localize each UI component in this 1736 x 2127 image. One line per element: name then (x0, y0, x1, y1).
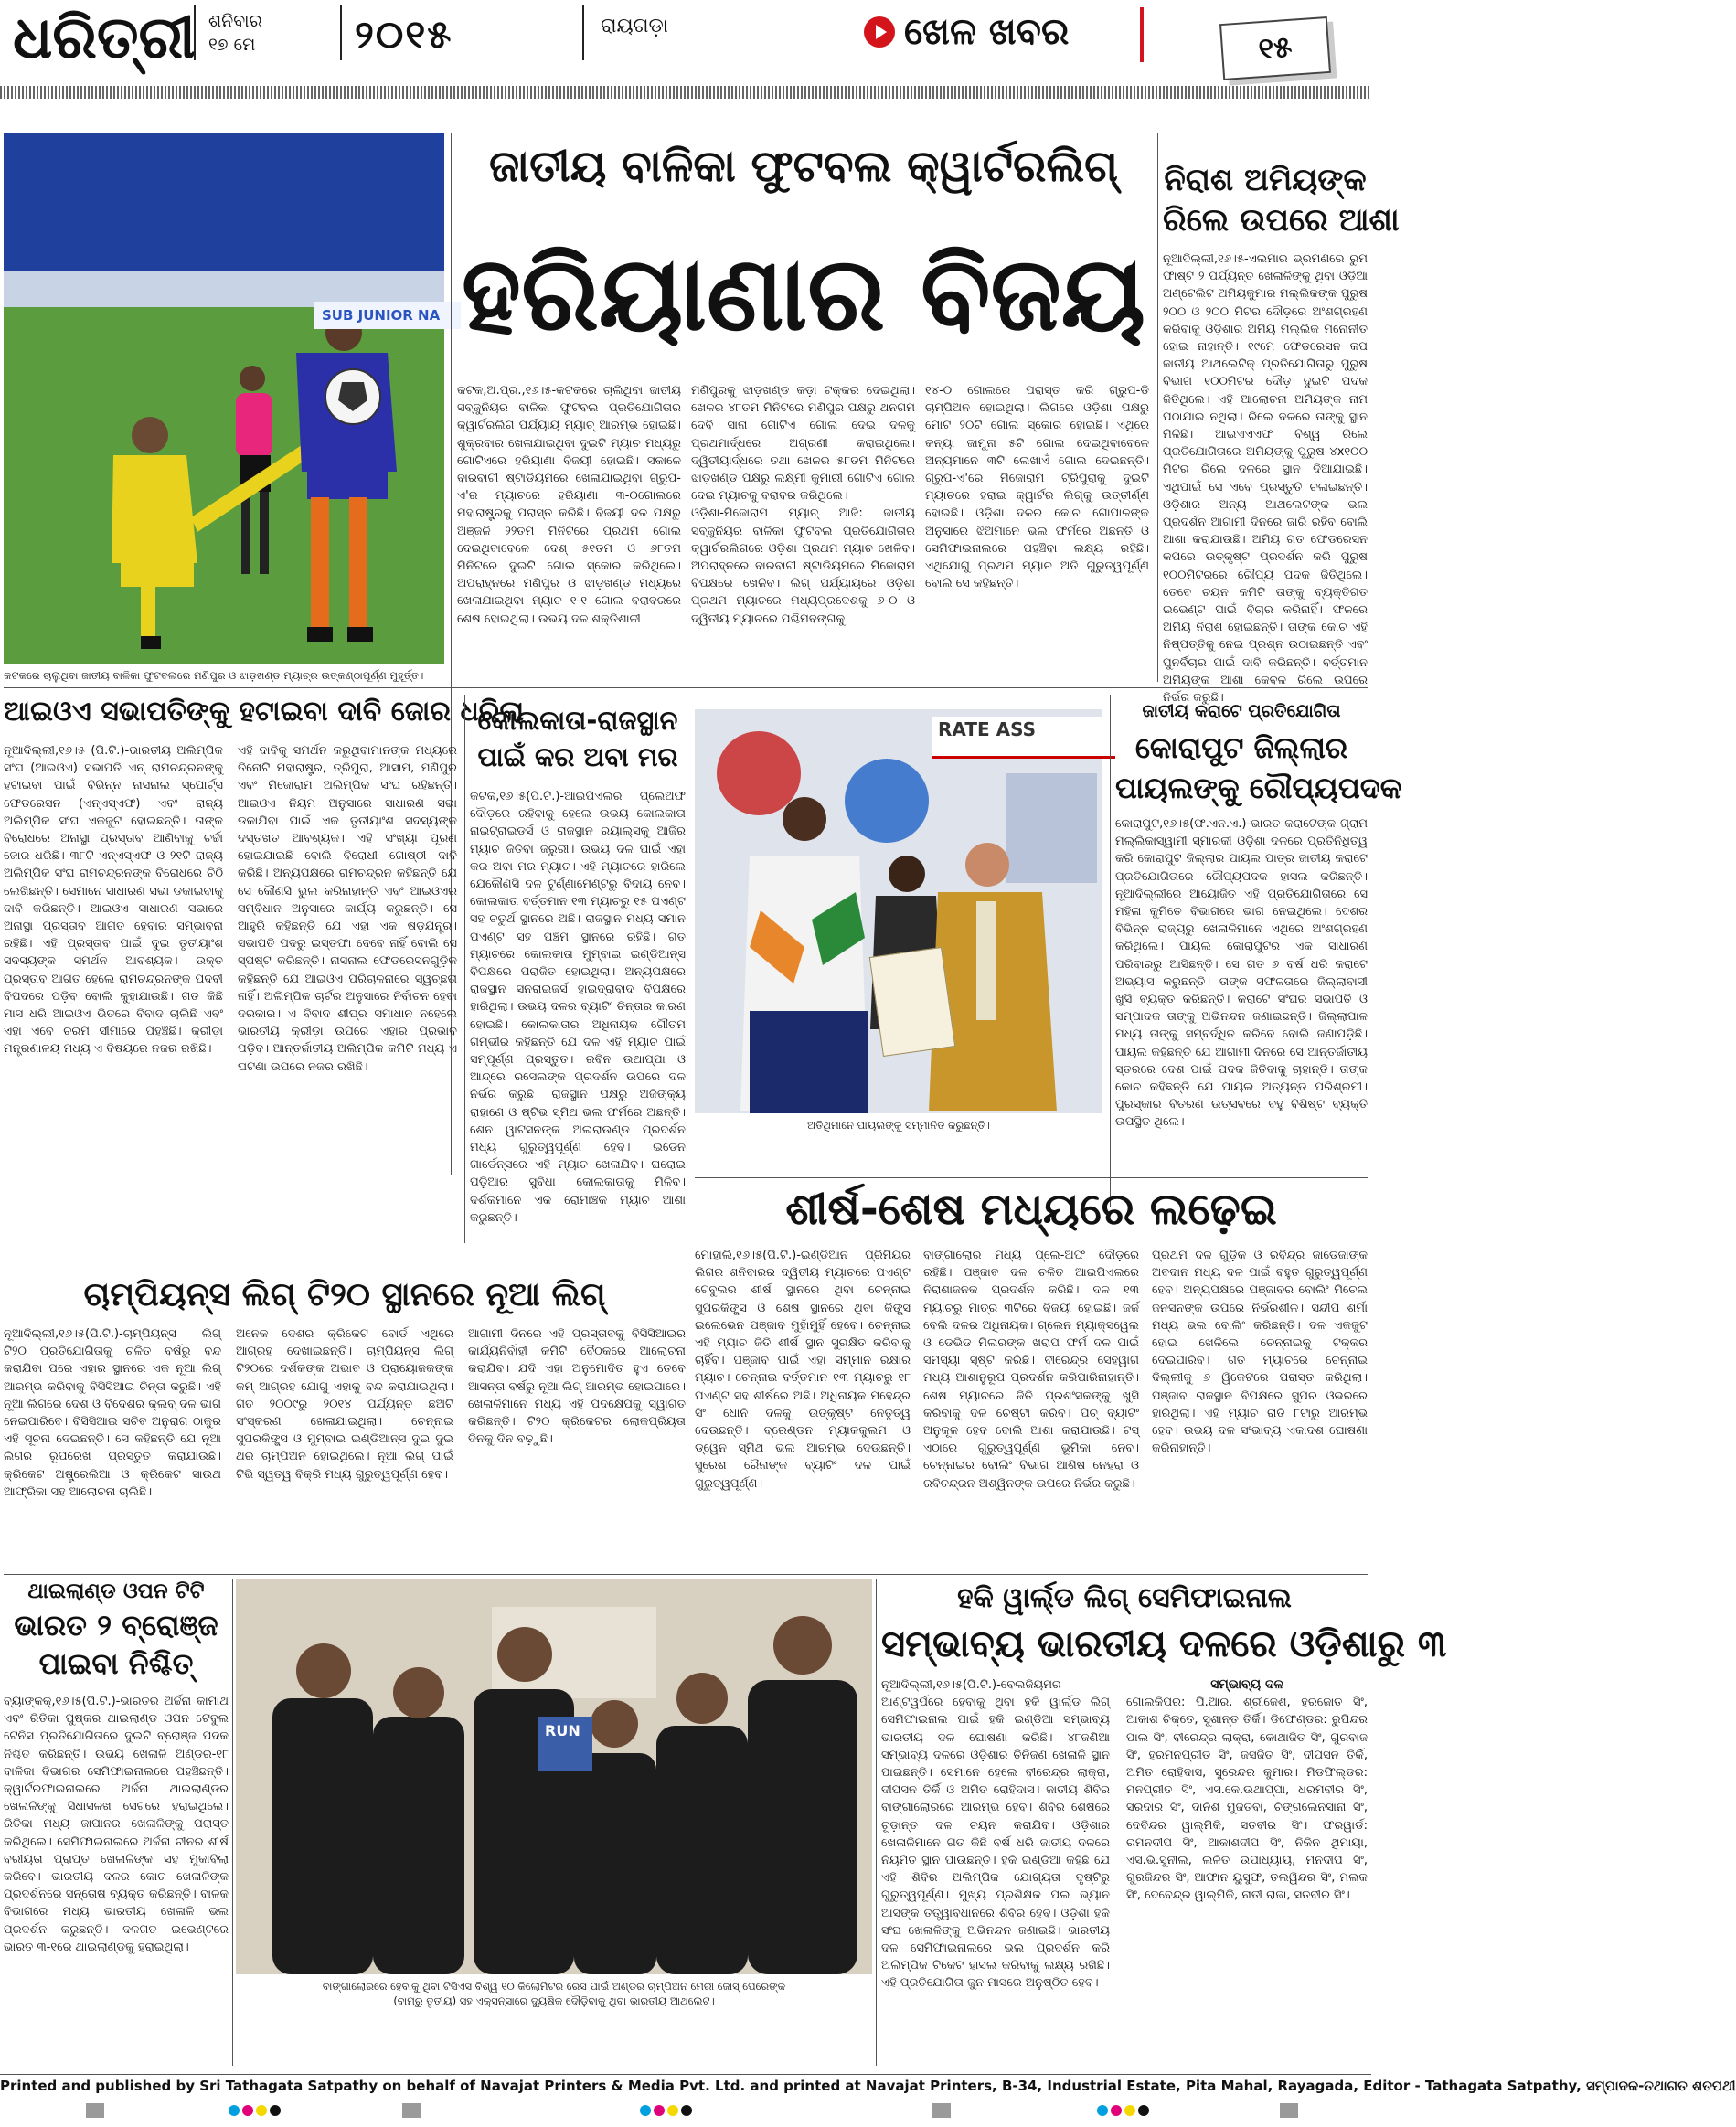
runners-caption-line-2: (ବାମରୁ ତୃତୀୟ) ସହ ଏକ୍ସନ୍ସାରେ ଦ୍ୟୁଷିକ ଦୌଡ଼ିବାକୁ ଥିବା ଭାରତୀୟ ଆଥଲେଟ। (393, 1994, 715, 2007)
champions-headline: ଚାମ୍ପିୟନ୍ସ ଲିଗ୍ ଟି୨୦ ସ୍ଥାନରେ ନୂଆ ଲିଗ୍ (83, 1276, 606, 1313)
reg-dot (1097, 2105, 1108, 2116)
niras-body: ନୂଆଦିଲ୍ଲୀ,୧୬।୫-ଏଲମାର ଭ୍ରମଣରେ ରୁମ ଫାଷ୍ଟ ୨ ପର୍ଯ୍ୟନ୍ତ ଖେଳାଳିଙ୍କୁ ଥିବା ଓଡ଼ିଆ ଅଣ୍ଟେଲିଟ ଅମିୟକୁମାର ମଲ୍ଲିକଙ୍କ ପୁରୁଷ ୨୦୦ ଓ ୨୦୦ ମିଟର ଦୌଡ଼ରେ ଅଂଶଗ୍ରହଣ କରିବାକୁ ଓଡ଼ିଶାର ଅମିୟ ମଲ୍ଲିକ ମନୋନୀତ ହୋଇ ନାହାନ୍ତି। ୧୯ମେ ଫେଡରେସନ କପ ଜାତୀୟ ଆଥଲେଟିକ୍ ପ୍ରତିଯୋଗିତାରୁ ପୁରୁଷ ବିଭାଗ ୧୦୦ମିଟର ଦୌଡ଼ ଦୁଇଟି ପଦକ ଜିତିଥିଲେ। ଏହି ଆଲୋଚନା ଅମିୟଙ୍କ ନାମ ପଠାଯାଇ ନଥିଲା। ରିଲେ ଦଳରେ ତାଙ୍କୁ ସ୍ଥାନ ମିଳିଛି। ଆଇଏଏଏଫ ବିଶ୍ୱ ରିଲେ ପ୍ରତିଯୋଗିତାରେ ଅମିୟଙ୍କୁ ପୁରୁଷ ୪x୧୦୦ ମିଟର ରିଲେ ଦଳରେ ସ୍ଥାନ ଦିଆଯାଇଛି। ଏଥିପାଇଁ ସେ ଏବେ ପ୍ରସ୍ତୁତି ଚଳାଇଛନ୍ତି। ଓଡ଼ିଶାର ଅନ୍ୟ ଆଥଲେଟଙ୍କ ଭଲ ପ୍ରଦର୍ଶନ ଆଗାମୀ ଦିନରେ ଜାରି ରହିବ ବୋଲି ଆଶା କରାଯାଉଛି। ଅମିୟ ଗତ ଫେଡରେସନ କପରେ ଉତ୍କୃଷ୍ଟ ପ୍ରଦର୍ଶନ କରି ପୁରୁଷ ୧୦୦ମିଟରରେ ରୌପ୍ୟ ପଦକ ଜିତିଥିଲେ। ତେବେ ଚୟନ କମିଟି ତାଙ୍କୁ ବ୍ୟକ୍ତିଗତ ଇଭେଣ୍ଟ ପାଇଁ ବିଚାର କରିନାହିଁ। ଫଳରେ ଅମିୟ ନିରାଶ ହୋଇଛନ୍ତି। ତାଙ୍କ କୋଚ ଏହି ନିଷ୍ପତ୍ତିକୁ ନେଇ ପ୍ରଶ୍ନ ଉଠାଇଛନ୍ତି ଏବଂ ପୁନର୍ବିଚାର ପାଇଁ ଦାବି କରିଛନ୍ତି। ବର୍ତ୍ତମାନ ଅମିୟଙ୍କ ଆଶା କେବଳ ରିଲେ ଉପରେ ନିର୍ଭର କରୁଛି। (1163, 252, 1368, 706)
imprint-line: Printed and published by Sri Tathagata Satpathy on behalf of Navajat Printers & Media Pvt. Ltd. and printed at Navajat Printers, B-34, Industrial Estate, Pita Mahal, Rayagada, Editor - Tathagata Satpathy, ସମ୍ପାଦକ-ତଥାଗତ ଶତପଥୀ (0, 2074, 1371, 2096)
column-rule (1157, 133, 1158, 682)
reg-dot (640, 2105, 651, 2116)
hockey-headline: ସମ୍ଭାବ୍ୟ ଭାରତୀୟ ଦଳରେ ଓଡ଼ିଶାରୁ ୩ (881, 1623, 1447, 1665)
ioa-story (4, 742, 459, 1263)
sirsha-story (695, 1247, 1368, 1567)
sirsha-headline: ଶୀର୍ଷ-ଶେଷ ମଧ୍ୟରେ ଲଢ଼େଇ (785, 1184, 1277, 1235)
section-rule (4, 1574, 1368, 1575)
issue-day: ଶନିବାର (208, 11, 262, 31)
karate-photo-caption: ଅତିଥିମାନେ ପାୟଲଙ୍କୁ ସମ୍ମାନିତ କରୁଛନ୍ତି। (807, 1119, 990, 1132)
champions-column-1: ନୂଆଦିଲ୍ଲୀ,୧୬।୫(ପି.ଟି.)-ଚାମ୍ପିୟନ୍ସ ଲିଗ୍ ଟି୨୦ ପ୍ରତିଯୋଗିତାକୁ ଚଳିତ ବର୍ଷରୁ ବନ୍ଦ କରାଯିବା ପରେ ଏହାର ସ୍ଥାନରେ ଏକ ନୂଆ ଲିଗ୍ ଆରମ୍ଭ କରିବାକୁ ବିସିସିଆଇ ଚିନ୍ତା କରୁଛି। ଏହି ନୂଆ ଲିଗରେ ଦେଶ ଓ ବିଦେଶର କ୍ଲବ୍ ଦଳ ଭାଗ ନେଇପାରିବେ। ବିସିସିଆଇ ସଚିବ ଅନୁରାଗ ଠାକୁର ଏହି ସୂଚନା ଦେଇଛନ୍ତି। ସେ କହିଛନ୍ତି ଯେ ନୂଆ ଲିଗର ରୂପରେଖ ପ୍ରସ୍ତୁତ କରାଯାଉଛି। କ୍ରିକେଟ ଅଷ୍ଟ୍ରେଲିଆ ଓ କ୍ରିକେଟ ସାଉଥ ଆଫ୍ରିକା ସହ ଆଲୋଚନା ଚାଲିଛି। (4, 1327, 221, 1499)
ioa-column-1: ନୂଆଦିଲ୍ଲୀ,୧୬।୫ (ପି.ଟି.)-ଭାରତୀୟ ଅଲିମ୍ପିକ ସଂଘ (ଆଇଓଏ) ସଭାପତି ଏନ୍ ରାମଚନ୍ଦ୍ରନଙ୍କୁ ହଟାଇବା ପାଇଁ ବିଭିନ୍ନ ନାସନାଲ ସ୍ପୋର୍ଟ୍ସ ଫେଡରେସନ (ଏନ୍‌ଏସ୍‌ଏଫ) ଏବଂ ରାଜ୍ୟ ଅଲିମ୍ପିକ ସଂଘ ଏକଜୁଟ ହୋଇଛନ୍ତି। ତାଙ୍କ ବିରୋଧରେ ଅନାସ୍ଥା ପ୍ରସ୍ତାବ ଆଣିବାକୁ ଚର୍ଚ୍ଚା ଜୋର ଧରିଛି। ୩୮ଟି ଏନ୍‌ଏସ୍‌ଏଫ ଓ ୨୧ଟି ରାଜ୍ୟ ଅଲିମ୍ପିକ ସଂଘ ରାମଚନ୍ଦ୍ରନଙ୍କ ବିରୋଧରେ ଚିଠି ଲେଖିଛନ୍ତି। ସେମାନେ ସାଧାରଣ ସଭା ଡକାଇବାକୁ ଦାବି କରିଛନ୍ତି। ଆଇଓଏ ସାଧାରଣ ସଭାରେ ଅନାସ୍ଥା ପ୍ରସ୍ତାବ ଆଗତ ହେବାର ସମ୍ଭାବନା ରହିଛି। ଏହି ପ୍ରସ୍ତାବ ପାଇଁ ଦୁଇ ତୃତୀୟାଂଶ ସଦସ୍ୟଙ୍କ ସମର୍ଥନ ଆବଶ୍ୟକ। ଉକ୍ତ ପ୍ରସ୍ତାବ ଆଗତ ହେଲେ ରାମଚନ୍ଦ୍ରନଙ୍କ ପଦବୀ ବିପଦରେ ପଡ଼ିବ ବୋଲି କୁହାଯାଉଛି। ଗତ କିଛି ମାସ ଧରି ଆଇଓଏ ଭିତରେ ବିବାଦ ଚାଲିଛି ଏବଂ ଏହା ଏବେ ଚରମ ସୀମାରେ ପହଞ୍ଚିଛି। କ୍ରୀଡ଼ା ମନ୍ତ୍ରଣାଳୟ ମଧ୍ୟ ଏ ବିଷୟରେ ନଜର ରଖିଛି। (4, 744, 223, 1057)
ioa-headline: ଆଇଓଏ ସଭାପତିଙ୍କୁ ହଟାଇବା ଦାବି ଜୋର ଧରିଲା (4, 696, 525, 728)
sirsha-column-1: ମୋହାଲି,୧୬।୫(ପି.ଟି.)-ଇଣ୍ଡିଆନ ପ୍ରିମିୟର ଲିଗର ଶନିବାରର ଦ୍ୱିତୀୟ ମ୍ୟାଚରେ ପଏଣ୍ଟ ଟେବୁଲର ଶୀର୍ଷ ସ୍ଥାନରେ ଥିବା ଚେନ୍ନାଇ ସୁପରକିଙ୍ଗ୍ସ ଓ ଶେଷ ସ୍ଥାନରେ ଥିବା କିଙ୍ଗ୍ସ ଇଲେଭେନ ପଞ୍ଜାବ ମୁହାଁମୁହିଁ ହେବେ। ଚେନ୍ନାଇ ଏହି ମ୍ୟାଚ ଜିତି ଶୀର୍ଷ ସ୍ଥାନ ସୁରକ୍ଷିତ କରିବାକୁ ଚାହିଁବ। ପଞ୍ଜାବ ପାଇଁ ଏହା ସମ୍ମାନ ରକ୍ଷାର ମ୍ୟାଚ। ଚେନ୍ନାଇ ବର୍ତ୍ତମାନ ୧୩ ମ୍ୟାଚରୁ ୧୮ ପଏଣ୍ଟ ସହ ଶୀର୍ଷରେ ଅଛି। ଅଧିନାୟକ ମହେନ୍ଦ୍ର ସିଂ ଧୋନି ଦଳକୁ ଉତ୍କୃଷ୍ଟ ନେତୃତ୍ୱ ଦେଉଛନ୍ତି। ବ୍ରେଣ୍ଡନ ମ୍ୟାକକୁଲମ ଓ ଡ୍ୱେନ ସ୍ମିଥ ଭଲ ଆରମ୍ଭ ଦେଉଛନ୍ତି। ସୁରେଶ ରୈନାଙ୍କ ବ୍ୟାଟିଂ ଦଳ ପାଇଁ ଗୁରୁତ୍ୱପୂର୍ଣ୍ଣ। (695, 1249, 911, 1491)
newspaper-logo: ଧରିତ୍ରୀ (13, 4, 196, 72)
karate-body: କୋରାପୁଟ,୧୬।୫(ଫ.ଏନ.ଏ.)-ଭାରତ କରାଟେଙ୍କ ଗ୍ରାମ ମଲ୍ଲିକାସ୍ୱାମୀ ସ୍ମାରକୀ ଓଡ଼ିଶା ଦଳରେ ପ୍ରତିନିଧିତ୍ୱ କରି କୋରାପୁଟ ଜିଲ୍ଲାର ପାୟଲ ପାତ୍ର ଜାତୀୟ କରାଟେ ପ୍ରତିଯୋଗିତାରେ ରୌପ୍ୟପଦକ ହାସଲ କରିଛନ୍ତି। ନୂଆଦିଲ୍ଲୀରେ ଆୟୋଜିତ ଏହି ପ୍ରତିଯୋଗିତାରେ ସେ ମହିଳା କୁମିତେ ବିଭାଗରେ ଭାଗ ନେଇଥିଲେ। ଦେଶର ବିଭିନ୍ନ ରାଜ୍ୟରୁ ଖେଳାଳିମାନେ ଏଥିରେ ଅଂଶଗ୍ରହଣ କରିଥିଲେ। ପାୟଲ କୋରାପୁଟର ଏକ ସାଧାରଣ ପରିବାରରୁ ଆସିଛନ୍ତି। ସେ ଗତ ୬ ବର୍ଷ ଧରି କରାଟେ ଅଭ୍ୟାସ କରୁଛନ୍ତି। ତାଙ୍କ ସଫଳତାରେ ଜିଲ୍ଲାବାସୀ ଖୁସି ବ୍ୟକ୍ତ କରିଛନ୍ତି। କରାଟେ ସଂଘର ସଭାପତି ଓ ସମ୍ପାଦକ ତାଙ୍କୁ ଅଭିନନ୍ଦନ ଜଣାଇଛନ୍ତି। ଜିଲ୍ଲାପାଳ ମଧ୍ୟ ତାଙ୍କୁ ସମ୍ବର୍ଦ୍ଧିତ କରିବେ ବୋଲି ଜଣାପଡ଼ିଛି। ପାୟଲ କହିଛନ୍ତି ଯେ ଆଗାମୀ ଦିନରେ ସେ ଆନ୍ତର୍ଜାତୀୟ ସ୍ତରରେ ଦେଶ ପାଇଁ ପଦକ ଜିତିବାକୁ ଚାହାନ୍ତି। ତାଙ୍କ କୋଚ କହିଛନ୍ତି ଯେ ପାୟଲ ଅତ୍ୟନ୍ତ ପରିଶ୍ରମୀ। ପୁରସ୍କାର ବିତରଣ ଉତ୍ସବରେ ବହୁ ବିଶିଷ୍ଟ ବ୍ୟକ୍ତି ଉପସ୍ଥିତ ଥିଲେ। (1115, 817, 1368, 1130)
runners-photo-banner: RUN (545, 1722, 580, 1739)
grey-swatch (1280, 2103, 1298, 2118)
champions-column-2: ଅନେକ ଦେଶର କ୍ରିକେଟ ବୋର୍ଡ ଏଥିରେ ଆଗ୍ରହ ଦେଖାଇଛନ୍ତି। ଚାମ୍ପିୟନ୍ସ ଲିଗ୍ ଟି୨୦ରେ ଦର୍ଶକଙ୍କ ଅଭାବ ଓ ପ୍ରାୟୋଜକଙ୍କ କମ୍ ଆଗ୍ରହ ଯୋଗୁ ଏହାକୁ ବନ୍ଦ କରାଯାଇଥିଲା। ଗତ ୨୦୦୯ରୁ ୨୦୧୪ ପର୍ଯ୍ୟନ୍ତ ଛଅଟି ସଂସ୍କରଣ ଖେଳାଯାଇଥିଲା। ଚେନ୍ନାଇ ସୁପରକିଙ୍ଗ୍ସ ଓ ମୁମ୍ବାଇ ଇଣ୍ଡିଆନ୍ସ ଦୁଇ ଦୁଇ ଥର ଚାମ୍ପିଅନ ହୋଇଥିଲେ। ନୂଆ ଲିଗ୍ ପାଇଁ ଟିଭି ସ୍ୱତ୍ୱ ବିକ୍ରି ମଧ୍ୟ ଗୁରୁତ୍ୱପୂର୍ଣ୍ଣ ହେବ। (236, 1327, 453, 1482)
page-number: ୧୫ (1257, 28, 1294, 67)
sirsha-column-2: ବାଙ୍ଗାଲୋର ମଧ୍ୟ ପ୍ଲେ-ଅଫ ଦୌଡ଼ରେ ରହିଛି। ପଞ୍ଜାବ ଦଳ ଚଳିତ ଆଇପିଏଲରେ ନିରାଶାଜନକ ପ୍ରଦର୍ଶନ କରିଛି। ଦଳ ୧୩ ମ୍ୟାଚରୁ ମାତ୍ର ୩ଟିରେ ବିଜୟୀ ହୋଇଛି। ଜର୍ଜ ବେଲି ଦଳର ଅଧିନାୟକ। ଗ୍ଲେନ ମ୍ୟାକ୍ସୱେଲ ଓ ଡେଭିଡ ମିଲରଙ୍କ ଖରାପ ଫର୍ମ ଦଳ ପାଇଁ ସମସ୍ୟା ସୃଷ୍ଟି କରିଛି। ବୀରେନ୍ଦ୍ର ସେହୱାଗ ମଧ୍ୟ ଆଶାନୁରୂପ ପ୍ରଦର୍ଶନ କରିପାରିନାହାନ୍ତି। ଶେଷ ମ୍ୟାଚରେ ଜିତି ପ୍ରଶଂସକଙ୍କୁ ଖୁସି କରିବାକୁ ଦଳ ଚେଷ୍ଟା କରିବ। ପିଚ୍ ବ୍ୟାଟିଂ ଅନୁକୂଳ ହେବ ବୋଲି ଆଶା କରାଯାଉଛି। ଟସ୍ ଏଠାରେ ଗୁରୁତ୍ୱପୂର୍ଣ୍ଣ ଭୂମିକା ନେବ। ଚେନ୍ନାଇର ବୋଲିଂ ବିଭାଗ ଆଶିଷ ନେହରା ଓ ରବିଚନ୍ଦ୍ରନ ଅଶ୍ୱିନଙ୍କ ଉପରେ ନିର୍ଭର କରୁଛି। (923, 1249, 1139, 1491)
lead-kicker: ଜାତୀୟ ବାଳିକା ଫୁଟବଲ କ୍ୱାର୍ଟରଲିଗ୍ (488, 141, 1119, 192)
thailand-kicker: ଥାଇଲାଣ୍ଡ ଓପନ ଟିଟି (27, 1579, 205, 1603)
masthead-divider (194, 5, 196, 60)
photo-banner: SUB JUNIOR NA (314, 302, 461, 329)
lead-story (457, 382, 1150, 682)
reg-dot (1111, 2105, 1122, 2116)
lead-headline: ହରିୟାଣାର ବିଜୟ (461, 235, 1146, 354)
football-photo (4, 133, 444, 664)
hockey-squad (1126, 1676, 1368, 2068)
hockey-story (881, 1676, 1368, 2068)
reg-dot (229, 2105, 240, 2116)
football-photo-caption: କଟକରେ ଚାଲୁଥିବା ଜାତୀୟ ବାଳିକା ଫୁଟବଲରେ ମଣିପୁର ଓ ଝାଡ଼ଖଣ୍ଡ ମ୍ୟାଚ୍‌ର ଉତ୍କଣ୍ଠାପୂର୍ଣ୍ଣ ମୁହୂର୍ତ୍ତ। (4, 669, 424, 682)
hockey-kicker: ହକି ୱାର୍ଲ୍ଡ ଲିଗ୍ ସେମିଫାଇନାଲ (957, 1582, 1292, 1614)
niras-story (1163, 250, 1368, 706)
niras-headline-line-1: ନିରାଶ ଅମିୟଙ୍କ (1164, 162, 1367, 198)
lead-column-3: ୧୪-୦ ଗୋଲରେ ପରାସ୍ତ କରି ଗ୍ରୁପ-ଡି ଚାମ୍ପିଅନ ହୋଇଥିଲା। ଲିଗରେ ଓଡ଼ିଶା ପକ୍ଷରୁ ମୋଟ ୨୦ଟି ଗୋଲ ସ୍କୋର ହୋଇଛି। ଏଥିରେ କନ୍ୟା ଜାମୁନା ୫ଟି ଗୋଲ ଦେଇଥିବାବେଳେ ଅନ୍ୟମାନେ ୩ଟି ଲେଖାଏଁ ଗୋଲ ଦେଇଛନ୍ତି। ଗ୍ରୁପ-ଏ'ରେ ମିଜୋରାମ ଟ୍ରିପୁରାକୁ ଦୁଇଟି ମ୍ୟାଚରେ ହରାଇ କ୍ୱାର୍ଟର ଲିଗ୍‌କୁ ଉତ୍ତୀର୍ଣ୍ଣ ହୋଇଛି। ଓଡ଼ିଶା ଦଳର କୋଚ ଗୋପାଳଙ୍କ ଅନୁସାରେ ଝିଅମାନେ ଭଲ ଫର୍ମରେ ଅଛନ୍ତି ଓ ସେମିଫାଇନାଲରେ ପହଞ୍ଚିବା ଲକ୍ଷ୍ୟ ରହିଛି। ଏଥିଯୋଗୁ ପ୍ରଥମ ମ୍ୟାଚ ଅତି ଗୁରୁତ୍ୱପୂର୍ଣ୍ଣ ବୋଲି ସେ କହିଛନ୍ତି। (925, 384, 1149, 591)
reg-dot (681, 2105, 692, 2116)
ioa-column-2: ଏହି ଦାବିକୁ ସମର୍ଥନ କରୁଥିବାମାନଙ୍କ ମଧ୍ୟରେ ତିନୋଟି ମହାରାଷ୍ଟ୍ର, ତ୍ରିପୁରା, ଆସାମ, ମଣିପୁର ଏବଂ ମିଜୋରାମ ଅଲିମ୍ପିକ ସଂଘ ରହିଛନ୍ତି। ଆଇଓଏ ନିୟମ ଅନୁସାରେ ସାଧାରଣ ସଭା ଡକାଯିବା ପାଇଁ ଏକ ତୃତୀୟାଂଶ ସଦସ୍ୟଙ୍କ ଦସ୍ତଖତ ଆବଶ୍ୟକ। ଏହି ସଂଖ୍ୟା ପୂରଣ ହୋଇଯାଇଛି ବୋଲି ବିରୋଧୀ ଗୋଷ୍ଠୀ ଦାବି କରିଛି। ଅନ୍ୟପକ୍ଷରେ ରାମଚନ୍ଦ୍ରନ କହିଛନ୍ତି ଯେ ସେ କୌଣସି ଭୁଲ କରିନାହାନ୍ତି ଏବଂ ଆଇଓଏର ସମ୍ବିଧାନ ଅନୁସାରେ କାର୍ଯ୍ୟ କରୁଛନ୍ତି। ସେ ଆହୁରି କହିଛନ୍ତି ଯେ ଏହା ଏକ ଷଡ଼ଯନ୍ତ୍ର। ସଭାପତି ପଦରୁ ଇସ୍ତଫା ଦେବେ ନାହିଁ ବୋଲି ସେ ସ୍ପଷ୍ଟ କରିଛନ୍ତି। ନାସନାଲ ଫେଡରେସନଗୁଡ଼ିକ କହିଛନ୍ତି ଯେ ଆଇଓଏ ପରିଚାଳନାରେ ସ୍ୱଚ୍ଛତା ନାହିଁ। ଅଲିମ୍ପିକ ଚାର୍ଟର ଅନୁସାରେ ନିର୍ବାଚନ ହେବା ଦରକାର। ଏ ବିବାଦ ଶୀଘ୍ର ସମାଧାନ ନହେଲେ ଭାରତୀୟ କ୍ରୀଡ଼ା ଉପରେ ଏହାର ପ୍ରଭାବ ପଡ଼ିବ। ଆନ୍ତର୍ଜାତୀୟ ଅଲିମ୍ପିକ କମିଟି ମଧ୍ୟ ଏ ଘଟଣା ଉପରେ ନଜର ରଖିଛି। (238, 744, 457, 1074)
runners-photo (236, 1579, 872, 1974)
reg-dot (270, 2105, 281, 2116)
reg-dot (1138, 2105, 1149, 2116)
page-number-box (1219, 16, 1331, 80)
masthead-rule (0, 86, 1371, 99)
lead-column-2: ମଣିପୁରକୁ ଝାଡ଼ଖଣ୍ଡ କଡ଼ା ଟକ୍କର ଦେଇଥିଲା। ଖେଳର ୪୮ତମ ମିନିଟରେ ମଣିପୁର ପକ୍ଷରୁ ଥନଗମ ଦେବି ସାନା ଗୋଟିଏ ଗୋଲ ଦେଇ ଦଳକୁ ପ୍ରଥମାର୍ଦ୍ଧରେ ଅଗ୍ରଣୀ କରାଇଥିଲେ। ଦ୍ୱିତୀୟାର୍ଦ୍ଧରେ ତଥା ଖେଳର ୫୮ତମ ମିନିଟରେ ଝାଡ଼ଖଣ୍ଡ ପକ୍ଷରୁ ଲକ୍ଷ୍ମୀ କୁମାରୀ ଗୋଟିଏ ଗୋଲ ଦେଇ ମ୍ୟାଚକୁ ବରାବର କରିଥିଲେ। ଓଡ଼ିଶା-ମିଜୋରାମ ମ୍ୟାଚ୍ ଆଜି: ଜାତୀୟ ସବ୍‌ଜୁନିୟର ବାଳିକା ଫୁଟବଲ ପ୍ରତିଯୋଗିତାର କ୍ୱାର୍ଟରଲିଗରେ ଓଡ଼ିଶା ପ୍ରଥମ ମ୍ୟାଚ ଖେଳିବ। ଅପରାହ୍ନରେ ବାରବାଟୀ ଷ୍ଟାଡିୟମରେ ମିଜୋରାମ ବିପକ୍ଷରେ ଖେଳିବ। ଲିଗ୍ ପର୍ଯ୍ୟାୟରେ ଓଡ଼ିଶା ପ୍ରଥମ ମ୍ୟାଚରେ ମଧ୍ୟପ୍ରଦେଶକୁ ୬-୦ ଓ ଦ୍ୱିତୀୟ ମ୍ୟାଚରେ ପଶ୍ଚିମବଙ୍ଗକୁ (691, 384, 915, 626)
grey-swatch (932, 2103, 951, 2118)
hockey-squad-list: ଗୋଲକିପର: ପି.ଆର. ଶ୍ରୀଜେଶ, ହରଜୋତ ସିଂ, ଆକାଶ ଚିକ୍ତେ, ସୁଶାନ୍ତ ତିର୍କି। ଡିଫେଣ୍ଡର: ରୁପିନ୍ଦର ପାଲ ସିଂ, ବୀରେନ୍ଦ୍ର ଲାକ୍ରା, କୋଥାଜିତ ସିଂ, ଗୁରବାଜ ସିଂ, ହରମନପ୍ରୀତ ସିଂ, ଜସଜିତ ସିଂ, ଦୀପସନ ତିର୍କି, ଅମିତ ରୋହିଦାସ, ସୁରେନ୍ଦର କୁମାର। ମିଡଫିଲ୍ଡର: ମନପ୍ରୀତ ସିଂ, ଏସ.କେ.ଉଥାପ୍ପା, ଧରମବୀର ସିଂ, ସରଦାର ସିଂ, ଦାନିଶ ମୁଜତବା, ଚିଙ୍ଗଲେନସାନା ସିଂ, ଦେବିନ୍ଦର ୱାଲ୍ମିକି, ସତବୀର ସିଂ। ଫରୱାର୍ଡ: ରମନଦୀପ ସିଂ, ଆକାଶଦୀପ ସିଂ, ନିକିନ ଥିମାୟା, ଏସ.ଭି.ସୁନୀଲ, ଲଳିତ ଉପାଧ୍ୟାୟ, ମନଦୀପ ସିଂ, ଗୁରଜିନ୍ଦର ସିଂ, ଆଫାନ ୟୁସୁଫ, ତଲୱିନ୍ଦର ସିଂ, ମଲକ ସିଂ, ଦେବେନ୍ଦ୍ର ୱାଲ୍ମିକି, ନାତୀ ରାଜା, ସତବୀର ସିଂ। (1126, 1696, 1368, 1903)
thailand-headline-line-2: ପାଇବା ନିଶ୍ଚିତ୍ (38, 1646, 194, 1681)
hockey-body-left: ନୂଆଦିଲ୍ଲୀ,୧୬।୫(ପି.ଟି.)-ବେଲଜିୟମର ଆଣ୍ଟୱର୍ପରେ ହେବାକୁ ଥିବା ହକି ୱାର୍ଲ୍ଡ ଲିଗ୍ ସେମିଫାଇନାଲ ପାଇଁ ହକି ଇଣ୍ଡିଆ ସମ୍ଭାବ୍ୟ ଭାରତୀୟ ଦଳ ଘୋଷଣା କରିଛି। ୪୮ଜଣିଆ ସମ୍ଭାବ୍ୟ ଦଳରେ ଓଡ଼ିଶାର ତିନିଜଣ ଖେଳାଳି ସ୍ଥାନ ପାଇଛନ୍ତି। ସେମାନେ ହେଲେ ବୀରେନ୍ଦ୍ର ଲାକ୍ରା, ଦୀପସନ ତିର୍କି ଓ ଅମିତ ରୋହିଦାସ। ଜାତୀୟ ଶିବିର ବାଙ୍ଗାଲୋରରେ ଆରମ୍ଭ ହେବ। ଶିବିର ଶେଷରେ ଚୂଡ଼ାନ୍ତ ଦଳ ଚୟନ କରାଯିବ। ଓଡ଼ିଶାର ଖେଳାଳିମାନେ ଗତ କିଛି ବର୍ଷ ଧରି ଜାତୀୟ ଦଳରେ ନିୟମିତ ସ୍ଥାନ ପାଉଛନ୍ତି। ହକି ଇଣ୍ଡିଆ କହିଛି ଯେ ଏହି ଶିବିର ଅଲିମ୍ପିକ ଯୋଗ୍ୟତା ଦୃଷ୍ଟିରୁ ଗୁରୁତ୍ୱପୂର୍ଣ୍ଣ। ମୁଖ୍ୟ ପ୍ରଶିକ୍ଷକ ପଲ ଭ୍ୟାନ ଆସଙ୍କ ତତ୍ତ୍ୱାବଧାନରେ ଶିବିର ହେବ। ଓଡ଼ିଶା ହକି ସଂଘ ଖେଳାଳିଙ୍କୁ ଅଭିନନ୍ଦନ ଜଣାଇଛି। ଭାରତୀୟ ଦଳ ସେମିଫାଇନାଲରେ ଭଲ ପ୍ରଦର୍ଶନ କରି ଅଲିମ୍ପିକ ଟିକେଟ ହାସଲ କରିବାକୁ ଲକ୍ଷ୍ୟ ରଖିଛି। ଏହି ପ୍ରତିଯୋଗିତା ଜୁନ ମାସରେ ଅନୁଷ୍ଠିତ ହେବ। (881, 1678, 1110, 1991)
reg-dot (654, 2105, 665, 2116)
grey-swatch (86, 2103, 104, 2118)
color-reg-mark (1097, 2105, 1149, 2116)
runners-photo-art (236, 1579, 872, 1974)
football-photo-art (4, 133, 444, 664)
kolkata-headline-line-2: ପାଇଁ କର ଅବା ମର (477, 741, 678, 772)
niras-headline-line-2: ରିଲେ ଉପରେ ଆଶା (1163, 202, 1400, 239)
karate-kicker: ଜାତୀୟ କରାଟେ ପ୍ରତିଯୋଗିତା (1142, 701, 1341, 721)
runners-caption-line-1: ବାଙ୍ଗାଲୋରରେ ହେବାକୁ ଥିବା ଟିସିଏସ ବିଶ୍ୱ ୧୦ କିଲୋମିଟର ରେସ ପାଇଁ ଅଣ୍ଡର ଚାମ୍ପିଅନ ମେରୀ ଜୋସ୍ ପେରେଙ୍କ (322, 1980, 786, 1993)
section-rule (4, 687, 1368, 688)
reg-dot (1124, 2105, 1135, 2116)
kolkata-story (470, 788, 686, 1278)
column-rule (464, 695, 465, 1243)
edition-city: ରାୟଗଡ଼ା (601, 15, 668, 37)
kolkata-body: କଟକ,୧୬।୫(ପି.ଟି.)-ଆଇପିଏଲର ପ୍ଲେଅଫ ଦୌଡ଼ରେ ରହିବାକୁ ହେଲେ ଉଭୟ କୋଲକାତା ନାଇଟ୍‌ରାଇଡର୍ସ ଓ ରାଜସ୍ଥାନ ରୟାଲ୍ସକୁ ଆଜିର ମ୍ୟାଚ ଜିତିବା ଜରୁରୀ। ଉଭୟ ଦଳ ପାଇଁ ଏହା କର ଅବା ମର ମ୍ୟାଚ। ଏହି ମ୍ୟାଚରେ ହାରିଲେ ଯେକୌଣସି ଦଳ ଟୁର୍ଣ୍ଣାମେଣ୍ଟରୁ ବିଦାୟ ନେବ। କୋଲକାତା ବର୍ତ୍ତମାନ ୧୩ ମ୍ୟାଚରୁ ୧୫ ପଏଣ୍ଟ ସହ ଚତୁର୍ଥ ସ୍ଥାନରେ ଅଛି। ରାଜସ୍ଥାନ ମଧ୍ୟ ସମାନ ପଏଣ୍ଟ ସହ ପଞ୍ଚମ ସ୍ଥାନରେ ରହିଛି। ଗତ ମ୍ୟାଚରେ କୋଲକାତା ମୁମ୍ବାଇ ଇଣ୍ଡିଆନ୍ସ ବିପକ୍ଷରେ ପରାଜିତ ହୋଇଥିଲା। ଅନ୍ୟପକ୍ଷରେ ରାଜସ୍ଥାନ ସନରାଇଜର୍ସ ହାଇଦ୍ରାବାଦ ବିପକ୍ଷରେ ହାରିଥିଲା। ଉଭୟ ଦଳର ବ୍ୟାଟିଂ ଚିନ୍ତାର କାରଣ ହୋଇଛି। କୋଲକାତାର ଅଧିନାୟକ ଗୌତମ ଗମ୍ଭୀର କହିଛନ୍ତି ଯେ ଦଳ ଏହି ମ୍ୟାଚ ପାଇଁ ସମ୍ପୂର୍ଣ୍ଣ ପ୍ରସ୍ତୁତ। ରବିନ ଉଥାପ୍ପା ଓ ଆନ୍ଦ୍ରେ ରସେଲଙ୍କ ପ୍ରଦର୍ଶନ ଉପରେ ଦଳ ନିର୍ଭର କରୁଛି। ରାଜସ୍ଥାନ ପକ୍ଷରୁ ଅଜିଙ୍କ୍ୟ ରାହାଣେ ଓ ଷ୍ଟିଭ ସ୍ମିଥ ଭଲ ଫର୍ମରେ ଅଛନ୍ତି। ଶେନ ୱାଟସନଙ୍କ ଅଲରାଉଣ୍ଡ ପ୍ରଦର୍ଶନ ମଧ୍ୟ ଗୁରୁତ୍ୱପୂର୍ଣ୍ଣ ହେବ। ଇଡେନ ଗାର୍ଡେନ୍ସରେ ଏହି ମ୍ୟାଚ ଖେଳାଯିବ। ଘରୋଇ ପଡ଼ିଆର ସୁବିଧା କୋଲକାତାକୁ ମିଳିବ। ଦର୍ଶକମାନେ ଏକ ରୋମାଞ୍ଚକ ମ୍ୟାଚ ଆଶା କରୁଛନ୍ତି। (470, 790, 686, 1225)
masthead (0, 0, 1371, 102)
registration-marks (0, 2100, 1371, 2124)
champions-column-3: ଆଗାମୀ ଦିନରେ ଏହି ପ୍ରସ୍ତାବକୁ ବିସିସିଆଇର କାର୍ଯ୍ୟନିର୍ବାହୀ କମିଟି ବୈଠକରେ ଆଲୋଚନା କରାଯିବ। ଯଦି ଏହା ଅନୁମୋଦିତ ହୁଏ ତେବେ ଆସନ୍ତା ବର୍ଷରୁ ନୂଆ ଲିଗ୍ ଆରମ୍ଭ ହୋଇପାରେ। ଖେଳାଳିମାନେ ମଧ୍ୟ ଏହି ପଦକ୍ଷେପକୁ ସ୍ୱାଗତ କରିଛନ୍ତି। ଟି୨୦ କ୍ରିକେଟର ଲୋକପ୍ରିୟତା ଦିନକୁ ଦିନ ବଢ଼ୁଛି। (468, 1327, 686, 1447)
column-rule (232, 1579, 233, 2066)
certificate (869, 947, 956, 1057)
karate-story (1115, 815, 1368, 1168)
accent-bar (1140, 7, 1144, 62)
hockey-squad-title: ସମ୍ଭାବ୍ୟ ଦଳ (1210, 1677, 1283, 1692)
lead-column-1: କଟକ,ଅ.ପ୍ର.,୧୬।୫-କଟକରେ ଚାଲିଥିବା ଜାତୀୟ ସବ୍‌ଜୁନିୟର ବାଳିକା ଫୁଟବଲ ପ୍ରତିଯୋଗିତାର କ୍ୱାର୍ଟରଲିଗ ପର୍ଯ୍ୟାୟ ମ୍ୟାଚ୍ ଆରମ୍ଭ ହୋଇଛି। ଶୁକ୍ରବାର ଖେଳାଯାଇଥିବା ଦୁଇଟି ମ୍ୟାଚ ମଧ୍ୟରୁ ଗୋଟିଏରେ ହରିୟାଣା ବିଜୟୀ ହୋଇଛି। ସକାଳେ ବାରବାଟୀ ଷ୍ଟାଡିୟମରେ ଖେଳାଯାଇଥିବା ଗ୍ରୁପ-ଏ'ର ମ୍ୟାଚରେ ହରିୟାଣା ୩-୦ଗୋଲରେ ମହାରାଷ୍ଟ୍ରକୁ ପରାସ୍ତ କରିଛି। ବିଜୟୀ ଦଳ ପକ୍ଷରୁ ଅଞ୍ଜଳି ୨୨ତମ ମିନିଟରେ ପ୍ରଥମ ଗୋଲ ଦେଇଥିବାବେଳେ ଦେଶ୍ ୫୧ତମ ଓ ୬୮ତମ ମିନିଟରେ ଦୁଇଟି ଗୋଲ ସ୍କୋର କରିଥିଲେ। ଅପରାହ୍ନରେ ମଣିପୁର ଓ ଝାଡ଼ଖଣ୍ଡ ମଧ୍ୟରେ ଖେଳାଯାଇଥିବା ମ୍ୟାଚ ୧-୧ ଗୋଲ ବରାବରରେ ଶେଷ ହୋଇଥିଲା। ଉଭୟ ଦଳ ଶକ୍ତିଶାଳୀ (457, 384, 681, 626)
karate-headline-line-2: ପାୟଲଙ୍କୁ ରୌପ୍ୟପଦକ (1115, 771, 1402, 805)
kolkata-headline-line-1: କୋଲକାତା-ରାଜସ୍ଥାନ (477, 705, 678, 736)
reg-dot (667, 2105, 678, 2116)
play-icon (864, 16, 895, 48)
thailand-story (4, 1693, 229, 2066)
karate-photo-banner: RATE ASS (932, 717, 1115, 759)
masthead-divider (582, 5, 584, 60)
karate-headline-line-1: କୋରାପୁଟ ଜିଲ୍ଲାର (1134, 730, 1348, 765)
section-rule (695, 1177, 1368, 1178)
masthead-divider (340, 5, 342, 60)
thailand-headline-line-1: ଭାରତ ୨ ବ୍ରୋଞ୍ଜ (14, 1608, 218, 1643)
issue-date: ୧୭ ମେ (208, 35, 256, 55)
column-rule (876, 1579, 877, 2066)
karate-photo (695, 709, 1102, 1113)
color-reg-mark (229, 2105, 281, 2116)
reg-dot (242, 2105, 253, 2116)
column-rule (1110, 695, 1111, 1207)
section-title: ଖେଳ ଖବର (904, 11, 1070, 53)
sirsha-column-3: ପ୍ରଥମ ଦଳ ଗୁଡ଼ିକ ଓ ରବିନ୍ଦ୍ର ଜାଡେଜାଙ୍କ ଅବଦାନ ମଧ୍ୟ ଦଳ ପାଇଁ ବହୁତ ଗୁରୁତ୍ୱପୂର୍ଣ୍ଣ ହେବ। ଅନ୍ୟପକ୍ଷରେ ପଞ୍ଜାବର ବୋଲିଂ ମିଚେଲ ଜନସନଙ୍କ ଉପରେ ନିର୍ଭରଶୀଳ। ସନ୍ଦୀପ ଶର୍ମା ମଧ୍ୟ ଭଲ ବୋଲିଂ କରିଛନ୍ତି। ଦଳ ଏକଜୁଟ ହୋଇ ଖେଳିଲେ ଚେନ୍ନାଇକୁ ଟକ୍କର ଦେଇପାରିବ। ଗତ ମ୍ୟାଚରେ ଚେନ୍ନାଇ ଦିଲ୍ଲୀକୁ ୬ ୱିକେଟରେ ପରାସ୍ତ କରିଥିଲା। ପଞ୍ଜାବ ରାଜସ୍ଥାନ ବିପକ୍ଷରେ ସୁପର ଓଭରରେ ହାରିଥିଲା। ଏହି ମ୍ୟାଚ ରାତି ୮ଟାରୁ ଆରମ୍ଭ ହେବ। ଉଭୟ ଦଳ ସଂଭାବ୍ୟ ଏକାଦଶ ଘୋଷଣା କରିନାହାନ୍ତି। (1152, 1249, 1368, 1456)
grey-swatch (402, 2103, 421, 2118)
champions-story (4, 1325, 686, 1567)
reg-dot (256, 2105, 267, 2116)
section-label (864, 9, 1069, 55)
issue-year: ୨୦୧୫ (355, 12, 453, 57)
thailand-body: ବ୍ୟାଙ୍କକ୍,୧୬।୫(ପି.ଟି.)-ଭାରତର ଅର୍ଚ୍ଚନା କାମାଥ ଏବଂ ରିତିକା ପୁଷ୍କର ଥାଇଲାଣ୍ଡ ଓପନ ଟେବୁଲ ଟେନିସ ପ୍ରତିଯୋଗିତାରେ ଦୁଇଟି ବ୍ରୋଞ୍ଜ ପଦକ ନିଶ୍ଚିତ କରିଛନ୍ତି। ଉଭୟ ଖେଳାଳି ଅଣ୍ଡର-୧୮ ବାଳିକା ବିଭାଗର ସେମିଫାଇନାଲରେ ପହଞ୍ଚିଛନ୍ତି। କ୍ୱାର୍ଟରଫାଇନାଲରେ ଅର୍ଚ୍ଚନା ଥାଇଲାଣ୍ଡର ଖେଳାଳିଙ୍କୁ ସିଧାସଳଖ ସେଟରେ ହରାଇଥିଲେ। ରିତିକା ମଧ୍ୟ ଜାପାନର ଖେଳାଳିଙ୍କୁ ପରାସ୍ତ କରିଥିଲେ। ସେମିଫାଇନାଲରେ ଅର୍ଚ୍ଚନା ଚୀନର ଶୀର୍ଷ ବରୀୟତା ପ୍ରାପ୍ତ ଖେଳାଳିଙ୍କ ସହ ମୁକାବିଲା କରିବେ। ଭାରତୀୟ ଦଳର କୋଚ ଖେଳାଳିଙ୍କ ପ୍ରଦର୍ଶନରେ ସନ୍ତୋଷ ବ୍ୟକ୍ତ କରିଛନ୍ତି। ବାଳକ ବିଭାଗରେ ମଧ୍ୟ ଭାରତୀୟ ଖେଳାଳି ଭଲ ପ୍ରଦର୍ଶନ କରୁଛନ୍ତି। ଦଳଗତ ଇଭେଣ୍ଟରେ ଭାରତ ୩-୧ରେ ଥାଇଲାଣ୍ଡକୁ ହରାଇଥିଲା। (4, 1695, 229, 1954)
color-reg-mark (640, 2105, 692, 2116)
